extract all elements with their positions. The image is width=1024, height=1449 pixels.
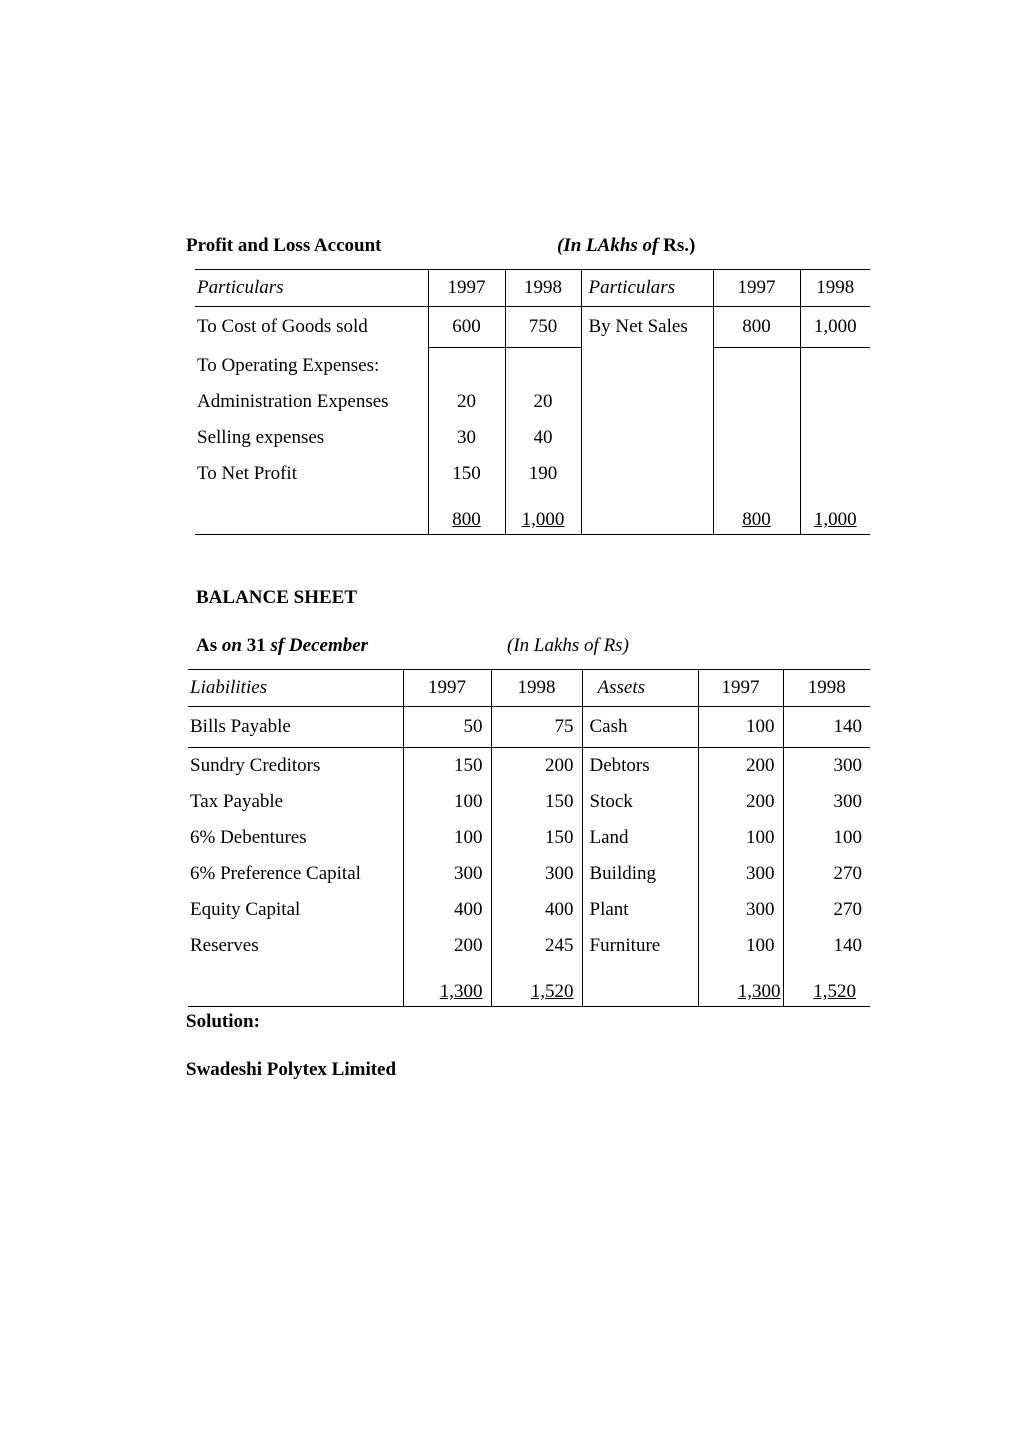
bs-liab-label: 6% Debentures <box>188 820 403 856</box>
bs-asset-1997: 300 <box>698 856 783 892</box>
pl-row-1998: 20 <box>505 384 581 420</box>
pl-row-1997: 20 <box>428 384 505 420</box>
pl-row-1997 <box>428 348 505 385</box>
pl-right-1997: 800 <box>713 307 800 348</box>
pl-row <box>195 384 870 420</box>
pl-total-left-1997: 800 <box>452 509 481 530</box>
pl-unit-rs: Rs.) <box>658 235 696 256</box>
bs-total-a1998: 1,520 <box>813 981 856 1002</box>
bs-liab-1998: 400 <box>491 892 582 928</box>
bs-as-on-part: sf December <box>270 635 369 656</box>
bs-liab-label: Sundry Creditors <box>188 748 403 785</box>
bs-header-assets: Assets <box>582 670 698 707</box>
pl-table <box>195 269 870 535</box>
pl-right-1998: 1,000 <box>800 307 870 348</box>
bs-total-l1997: 1,300 <box>439 981 483 1002</box>
bs-liab-label: Bills Payable <box>188 707 403 748</box>
bs-title: BALANCE SHEET <box>196 587 358 608</box>
pl-header-particulars-right: Particulars <box>581 270 713 307</box>
bs-asset-label: Building <box>582 856 698 892</box>
pl-right-label: By Net Sales <box>581 307 713 348</box>
bs-total-l1998: 1,520 <box>530 981 574 1002</box>
bs-row <box>188 820 870 856</box>
bs-asset-1997: 300 <box>698 892 783 928</box>
bs-liab-1998: 245 <box>491 928 582 964</box>
bs-header-l1998: 1998 <box>491 670 582 707</box>
pl-row <box>195 456 870 492</box>
bs-liab-1997: 50 <box>403 707 491 748</box>
pl-row-label: To Net Profit <box>195 456 428 492</box>
bs-asset-1997: 200 <box>698 748 783 785</box>
bs-liab-1997: 100 <box>403 820 491 856</box>
pl-unit-note <box>557 235 695 257</box>
pl-row-1998: 750 <box>505 307 581 348</box>
bs-asset-1997: 100 <box>698 928 783 964</box>
pl-total-row <box>195 492 870 535</box>
bs-table <box>188 669 870 1007</box>
pl-total-left-1998: 1,000 <box>521 509 565 530</box>
bs-as-on-part: 31 <box>241 635 271 656</box>
bs-asset-label: Furniture <box>582 928 698 964</box>
bs-total-a1997: 1,300 <box>737 981 781 1002</box>
bs-liab-label: Tax Payable <box>188 784 403 820</box>
pl-title: Profit and Loss Account <box>186 235 382 256</box>
bs-asset-1998: 300 <box>833 791 862 812</box>
pl-row-label: To Operating Expenses: <box>195 348 428 385</box>
bs-header-liabilities: Liabilities <box>188 670 403 707</box>
bs-liab-1997: 100 <box>403 784 491 820</box>
pl-row <box>195 420 870 456</box>
bs-asset-label: Stock <box>582 784 698 820</box>
pl-header-1998-right: 1998 <box>816 277 855 298</box>
bs-liab-1997: 200 <box>403 928 491 964</box>
bs-liab-1998: 150 <box>491 784 582 820</box>
bs-as-on <box>196 635 368 657</box>
bs-liab-1997: 150 <box>403 748 491 785</box>
bs-liab-1997: 300 <box>403 856 491 892</box>
pl-row-1997: 600 <box>428 307 505 348</box>
bs-asset-label: Debtors <box>582 748 698 785</box>
pl-row-1998: 190 <box>505 456 581 492</box>
bs-asset-1997: 200 <box>698 784 783 820</box>
pl-row-1998: 40 <box>505 420 581 456</box>
pl-row-label: To Cost of Goods sold <box>195 307 428 348</box>
bs-asset-1997: 100 <box>698 707 783 748</box>
bs-as-on-part: As <box>196 635 222 656</box>
pl-row <box>195 307 870 348</box>
company-name: Swadeshi Polytex Limited <box>186 1059 397 1080</box>
bs-header-l1997: 1997 <box>403 670 491 707</box>
solution-label: Solution: <box>186 1011 260 1032</box>
bs-row <box>188 748 870 785</box>
pl-header-1998-left: 1998 <box>505 270 581 307</box>
pl-row-1998 <box>505 348 581 385</box>
bs-row <box>188 928 870 964</box>
pl-row-1997: 150 <box>428 456 505 492</box>
bs-asset-1998: 140 <box>833 716 862 737</box>
pl-header-1997-right: 1997 <box>713 270 800 307</box>
bs-header-a1998: 1998 <box>807 677 846 698</box>
pl-row-label: Administration Expenses <box>195 384 428 420</box>
bs-row <box>188 856 870 892</box>
pl-total-right-1998: 1,000 <box>813 509 857 530</box>
bs-liab-1998: 150 <box>491 820 582 856</box>
bs-asset-1998: 100 <box>833 827 862 848</box>
bs-liab-label: Equity Capital <box>188 892 403 928</box>
bs-row <box>188 892 870 928</box>
bs-row <box>188 784 870 820</box>
pl-row-1997: 30 <box>428 420 505 456</box>
bs-asset-label: Land <box>582 820 698 856</box>
bs-liab-1998: 300 <box>491 856 582 892</box>
bs-liab-1997: 400 <box>403 892 491 928</box>
bs-liab-1998: 75 <box>491 707 582 748</box>
pl-total-right-1997: 800 <box>742 509 771 530</box>
bs-header-a1997: 1997 <box>698 670 783 707</box>
pl-row-label: Selling expenses <box>195 420 428 456</box>
bs-liab-label: Reserves <box>188 928 403 964</box>
bs-asset-1998: 270 <box>833 899 862 920</box>
bs-as-on-part: on <box>221 635 242 656</box>
bs-asset-1997: 100 <box>698 820 783 856</box>
bs-asset-1998: 270 <box>833 863 862 884</box>
bs-row <box>188 707 870 748</box>
pl-header-1997-left: 1997 <box>428 270 505 307</box>
bs-liab-1998: 200 <box>491 748 582 785</box>
bs-asset-label: Cash <box>582 707 698 748</box>
pl-header-particulars-left: Particulars <box>195 270 428 307</box>
bs-asset-label: Plant <box>582 892 698 928</box>
pl-unit-in: (In LAkhs of <box>557 235 659 256</box>
bs-asset-1998: 300 <box>833 755 862 776</box>
bs-liab-label: 6% Preference Capital <box>188 856 403 892</box>
bs-asset-1998: 140 <box>833 935 862 956</box>
bs-total-row <box>188 964 870 1007</box>
bs-unit-note: (In Lakhs of Rs) <box>507 635 629 656</box>
pl-row <box>195 348 870 385</box>
